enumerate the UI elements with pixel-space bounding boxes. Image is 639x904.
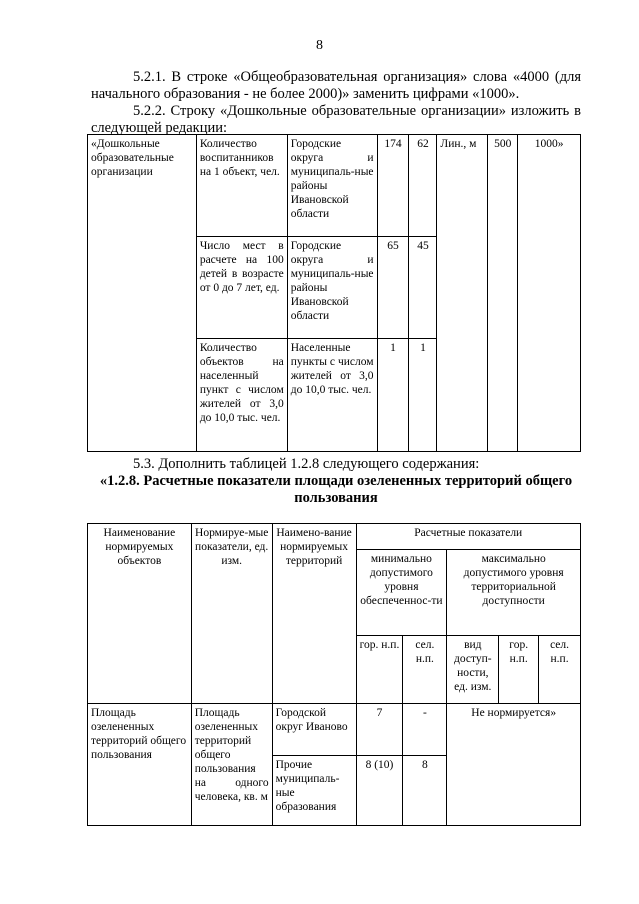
preschool-object-cell: «Дошкольные образовательные организации — [88, 135, 197, 452]
territory-cell: Населенные пункты с числом жителей от 3,0 до 10,0 тыс. чел. — [287, 339, 377, 452]
indicator-cell: Число мест в расчете на 100 детей в возрасте от 0 до 7 лет, ед. — [196, 237, 287, 339]
indicator-cell: Количество воспитанников на 1 объект, чел. — [196, 135, 287, 237]
access-rural-cell: 1000» — [518, 135, 581, 452]
table-1-2-8-heading: «1.2.8. Расчетные показатели площади озелененных территорий общего пользования — [99, 473, 573, 506]
not-normed-cell: Не нормируется» — [447, 704, 581, 826]
header-indicators: Нормируе-мые показатели, ед. изм. — [191, 524, 272, 704]
indicator-cell: Количество объектов на населенный пункт с числом жителей от 3,0 до 10,0 тыс. чел. — [196, 339, 287, 452]
paragraph-5-2-1: 5.2.1. В строке «Общеобразовательная организация» слова «4000 (для начального образования - не более 2000)» заменить цифрами «1000». — [91, 69, 581, 102]
header-min-urban: гор. н.п. — [356, 636, 403, 704]
header-objects: Наименование нормируемых объектов — [88, 524, 192, 704]
greenspace-table — [87, 523, 581, 826]
header-max: максимально допустимого уровня территориальной доступности — [447, 550, 581, 636]
object-cell: Площадь озелененных территорий общего пользования — [88, 704, 192, 826]
paragraph-5-2-2: 5.2.2. Строку «Дошкольные образовательные организации» изложить в следующей редакции: — [91, 103, 581, 136]
value-urban-cell: 65 — [377, 237, 409, 339]
value-urban-cell: 174 — [377, 135, 409, 237]
value-rural-cell: 1 — [409, 339, 437, 452]
indicator-cell: Площадь озелененных территорий общего пользования на одного человека, кв. м — [191, 704, 272, 826]
header-max-rural: сел. н.п. — [539, 636, 581, 704]
header-min-rural: сел. н.п. — [403, 636, 447, 704]
territory-cell: Городские округа и муниципаль-ные районы Ивановской области — [287, 237, 377, 339]
min-rural-cell: 8 — [403, 756, 447, 826]
territory-cell: Прочие муниципаль-ные образования — [272, 756, 356, 826]
header-min: минимально допустимого уровня обеспеченнос-ти — [356, 550, 447, 636]
value-urban-cell: 1 — [377, 339, 409, 452]
header-territories: Наимено-вание нормируемых территорий — [272, 524, 356, 704]
min-urban-cell: 8 (10) — [356, 756, 403, 826]
min-rural-cell: - — [403, 704, 447, 756]
header-max-urban: гор. н.п. — [499, 636, 539, 704]
min-urban-cell: 7 — [356, 704, 403, 756]
paragraph-5-3: 5.3. Дополнить таблицей 1.2.8 следующего содержания: — [133, 456, 480, 472]
preschool-table — [87, 134, 581, 452]
page-number: 8 — [316, 38, 323, 53]
access-urban-cell: 500 — [488, 135, 518, 452]
value-rural-cell: 45 — [409, 237, 437, 339]
territory-cell: Городские округа и муниципаль-ные районы Ивановской области — [287, 135, 377, 237]
header-calc: Расчетные показатели — [356, 524, 581, 550]
territory-cell: Городской округ Иваново — [272, 704, 356, 756]
header-max-type: вид доступ-ности, ед. изм. — [447, 636, 499, 704]
access-type-cell: Лин., м — [437, 135, 488, 452]
value-rural-cell: 62 — [409, 135, 437, 237]
